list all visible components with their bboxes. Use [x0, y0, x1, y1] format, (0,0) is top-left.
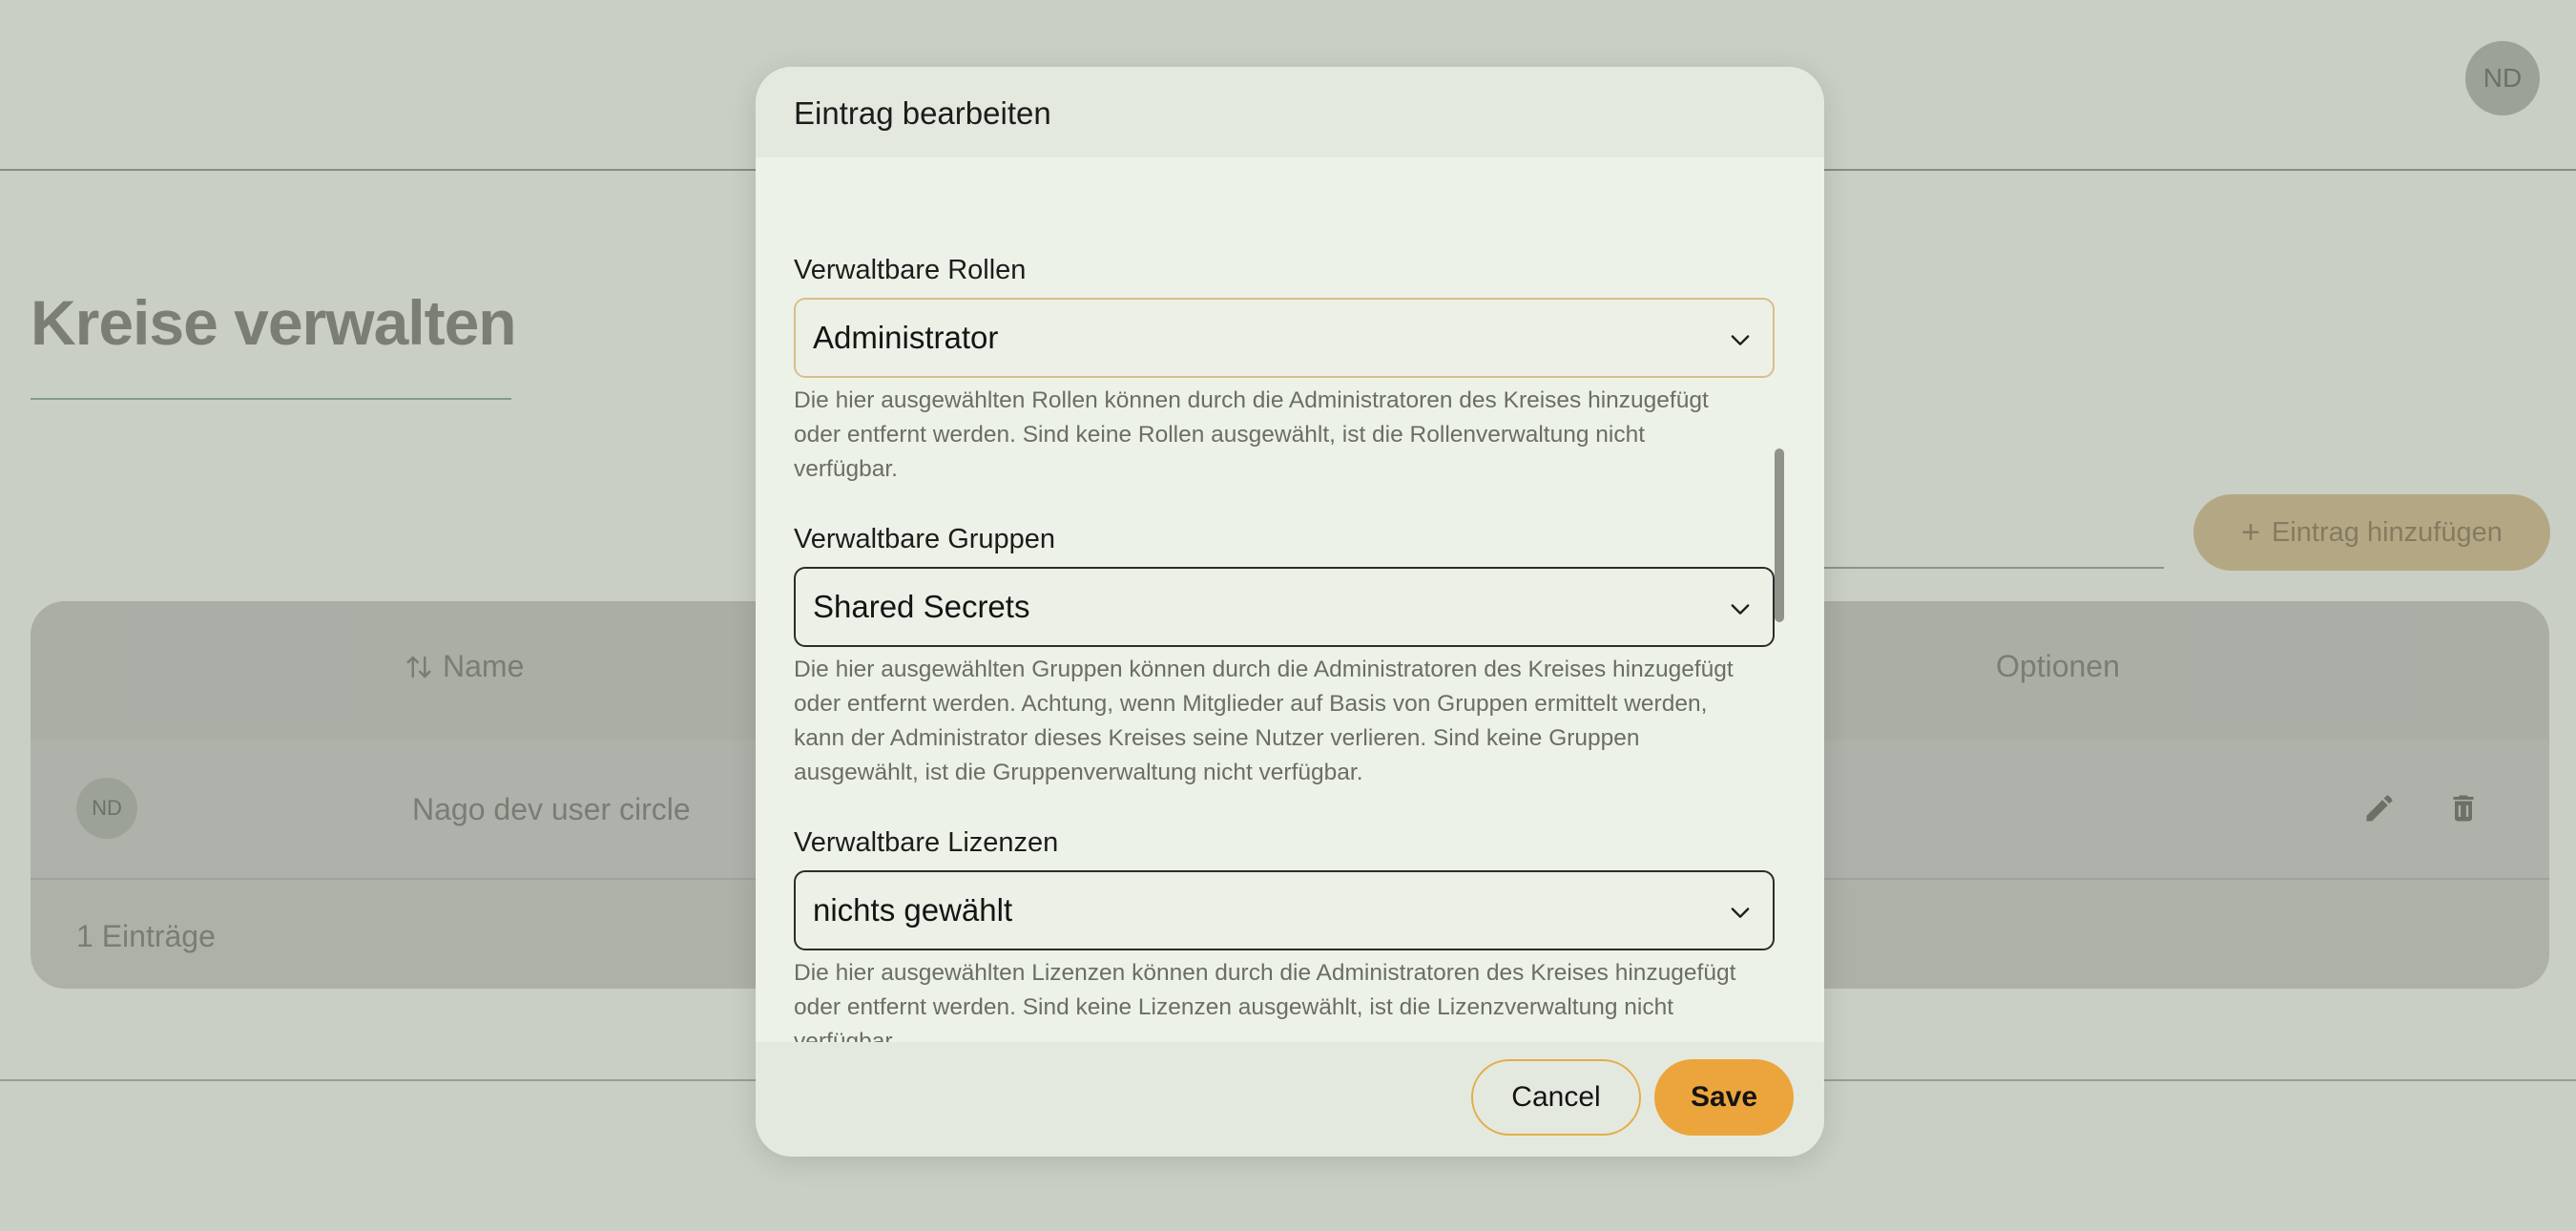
column-name-label: Name	[443, 649, 525, 683]
help-line: ausgewählt, ist die Gruppenverwaltung nicht verfügbar.	[794, 760, 1363, 785]
help-line: oder entfernt werden. Sind keine Lizenzen ausgewählt, ist die Lizenzverwaltung nicht	[794, 994, 1674, 1020]
plus-icon: +	[2241, 514, 2260, 551]
add-entry-label: Eintrag hinzufügen	[2272, 516, 2503, 548]
column-header-options: Optionen	[1996, 649, 2120, 683]
licenses-select-value: nichts gewählt	[813, 892, 1013, 928]
groups-select[interactable]	[794, 567, 1775, 647]
groups-label: Verwaltbare Gruppen	[794, 524, 1056, 554]
page-title: Kreise verwalten	[31, 287, 516, 358]
user-avatar[interactable]: ND	[2465, 41, 2540, 115]
roles-select-value: Administrator	[813, 320, 999, 355]
help-line: verfügbar.	[794, 456, 898, 482]
groups-select-value: Shared Secrets	[813, 589, 1030, 624]
dialog-scrollbar[interactable]	[1775, 449, 1784, 622]
groups-help-text	[794, 653, 1786, 790]
help-line: Die hier ausgewählten Lizenzen können durch die Administratoren des Kreises hinzugefügt	[794, 960, 1736, 986]
chevron-down-icon	[1727, 899, 1754, 926]
row-avatar: ND	[76, 778, 137, 839]
chevron-down-icon	[1727, 595, 1754, 622]
roles-label: Verwaltbare Rollen	[794, 255, 1027, 285]
table-footer-count: 1 Einträge	[76, 919, 216, 953]
help-line: oder entfernt werden. Sind keine Rollen ausgewählt, ist die Rollenverwaltung nicht	[794, 422, 1646, 448]
cancel-button[interactable]: Cancel	[1471, 1059, 1641, 1136]
roles-help-text	[794, 384, 1786, 487]
dialog-header	[756, 67, 1824, 157]
licenses-label: Verwaltbare Lizenzen	[794, 827, 1059, 858]
help-line: Die hier ausgewählten Gruppen können durch die Administratoren des Kreises hinzugefügt	[794, 657, 1734, 682]
help-line: oder entfernt werden. Achtung, wenn Mitglieder auf Basis von Gruppen ermittelt werden,	[794, 691, 1708, 717]
chevron-down-icon	[1727, 326, 1754, 353]
row-name: Nago dev user circle	[412, 792, 691, 826]
roles-select[interactable]	[794, 298, 1775, 378]
help-line: kann der Administrator dieses Kreises seine Nutzer verlieren. Sind keine Gruppen	[794, 725, 1640, 751]
help-line: Die hier ausgewählten Rollen können durch die Administratoren des Kreises hinzugefügt	[794, 387, 1709, 413]
save-button[interactable]: Save	[1654, 1059, 1794, 1136]
edit-entry-dialog	[756, 67, 1824, 1157]
dialog-footer	[756, 1042, 1824, 1157]
licenses-select[interactable]	[794, 870, 1775, 950]
dialog-body[interactable]	[756, 157, 1824, 1109]
dialog-title: Eintrag bearbeiten	[794, 95, 1051, 131]
